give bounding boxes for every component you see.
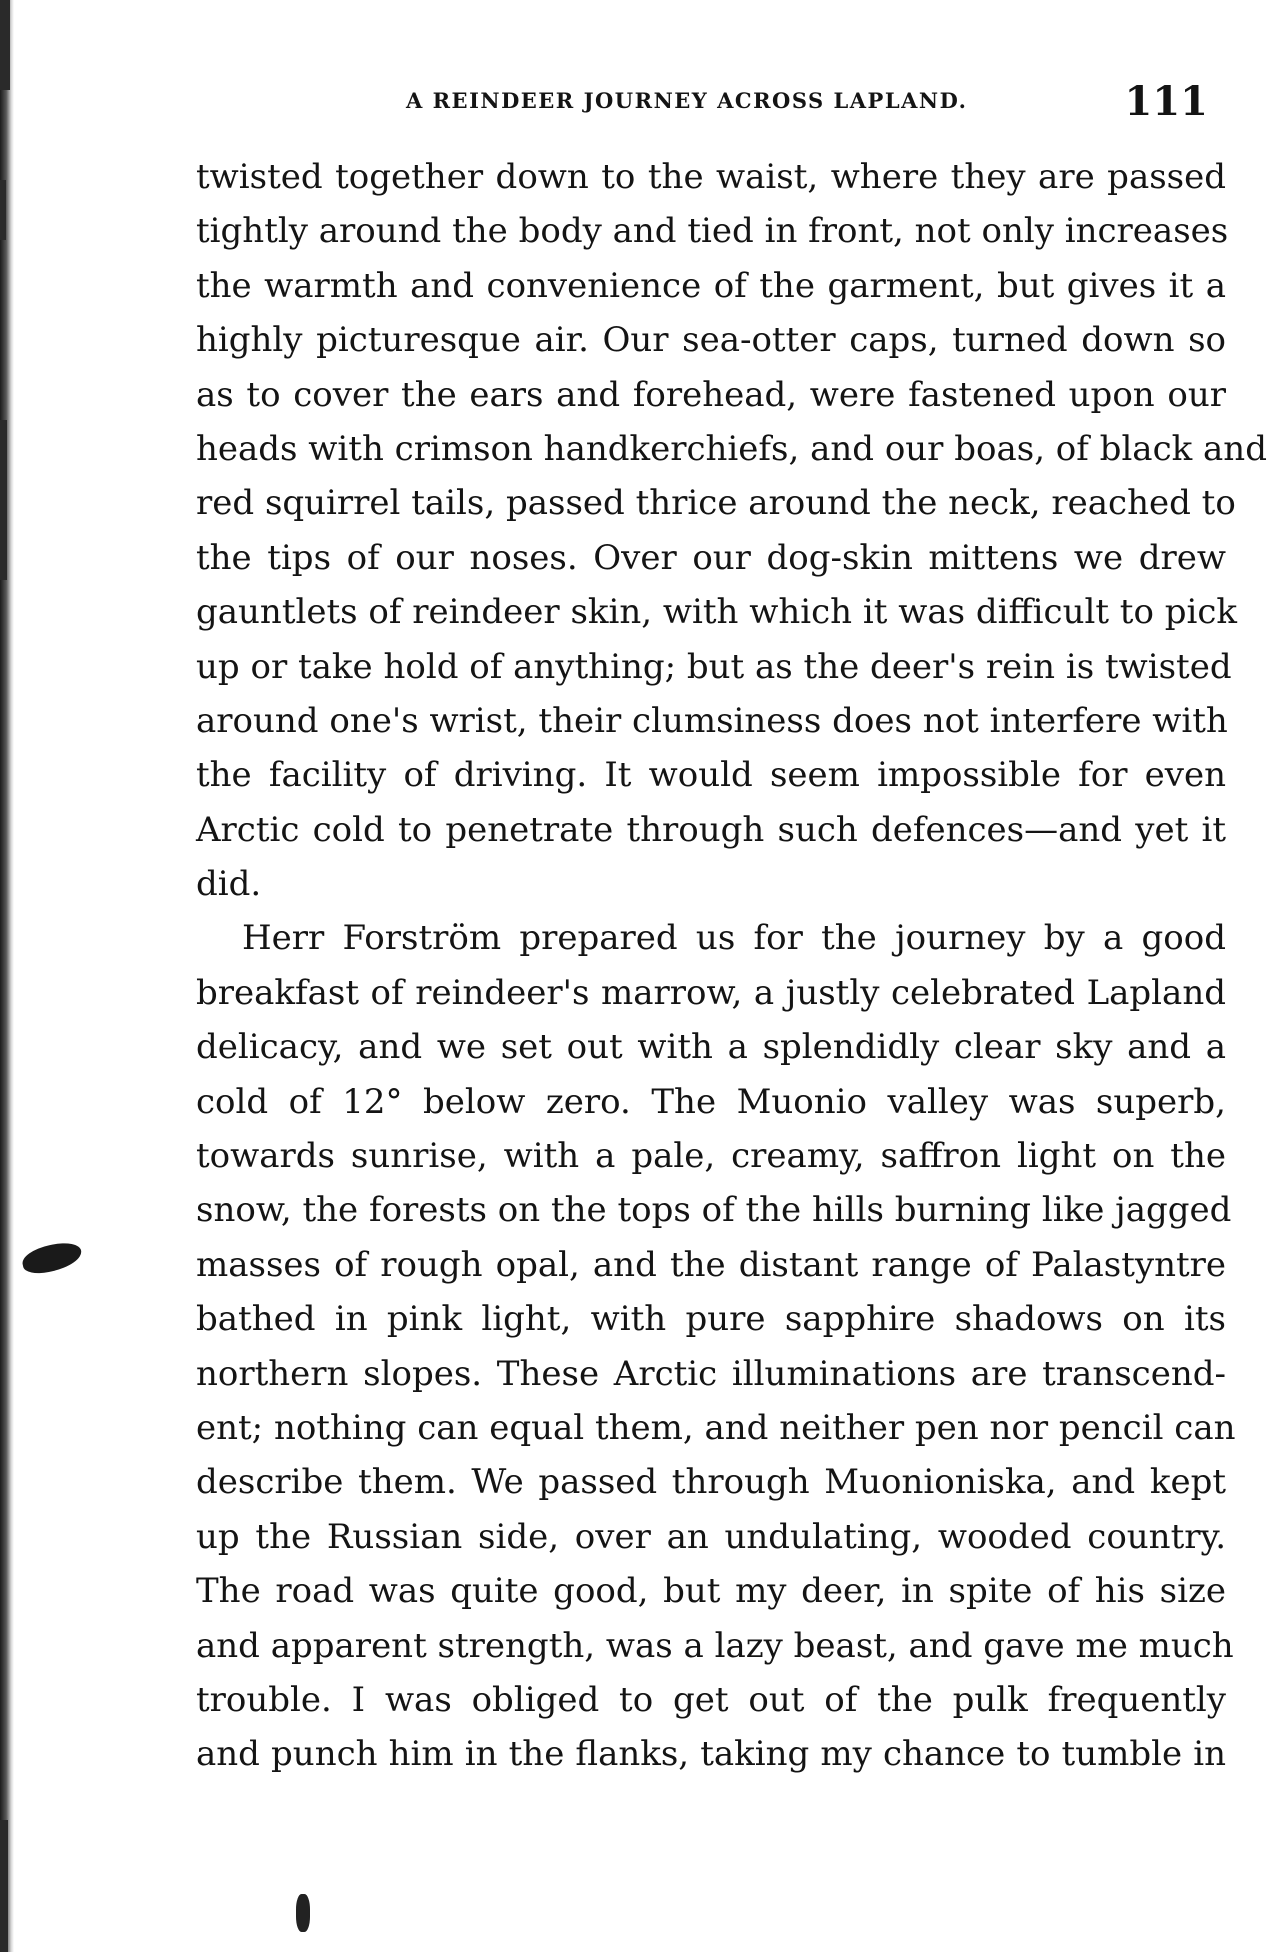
text-line: up or take hold of anything; but as the deer's rein is twisted (196, 646, 1232, 687)
text-line: trouble. I was obliged to get out of the pulk frequently (196, 1679, 1226, 1720)
text-line: twisted together down to the waist, where they are passed (196, 157, 1226, 197)
text-line: breakfast of reindeer's marrow, a justly celebrated Lapland (196, 972, 1226, 1013)
body-text (196, 150, 1267, 1782)
text-line: red squirrel tails, passed thrice around the neck, reached to (196, 483, 1236, 524)
binding-mark (0, 420, 7, 580)
page-header (196, 78, 1226, 132)
text-line: The road was quite good, but my deer, in spite of his size (196, 1571, 1226, 1612)
text-line: heads with crimson handkerchiefs, and our boas, of black and (196, 428, 1267, 469)
text-line: the tips of our noses. Over our dog-skin mittens we drew (196, 537, 1226, 578)
running-title: A REINDEER JOURNEY ACROSS LAPLAND. (406, 88, 968, 113)
page-edge-shadow (0, 0, 14, 1952)
ink-smudge (20, 1239, 84, 1277)
text-line: ent; nothing can equal them, and neither pen nor pencil can (196, 1407, 1236, 1448)
text-line: highly picturesque air. Our sea-otter caps, turned down so (196, 320, 1226, 361)
text-line: around one's wrist, their clumsiness does not interfere with (196, 700, 1228, 741)
text-line: masses of rough opal, and the distant range of Palastyntre (196, 1244, 1226, 1285)
text-line: Arctic cold to penetrate through such defences—and yet it (196, 809, 1226, 850)
text-line: and apparent strength, was a lazy beast, and gave me much (196, 1625, 1234, 1666)
paragraph-1 (196, 150, 1267, 911)
binding-mark (0, 1820, 8, 1952)
text-line: describe them. We passed through Muonioniska, and kept (196, 1462, 1226, 1503)
text-line: tightly around the body and tied in front, not only increases (196, 211, 1229, 252)
text-line: did. (196, 864, 262, 905)
text-line: northern slopes. These Arctic illuminations are transcend- (196, 1353, 1226, 1394)
text-line: gauntlets of reindeer skin, with which it was difficult to pick (196, 592, 1238, 633)
text-line: and punch him in the flanks, taking my chance to tumble in (196, 1734, 1226, 1775)
text-line: up the Russian side, over an undulating, wooded country. (196, 1516, 1226, 1557)
text-line: the facility of driving. It would seem impossible for even (196, 755, 1226, 796)
text-line: snow, the forests on the tops of the hills burning like jagged (196, 1190, 1232, 1231)
text-line: as to cover the ears and forehead, were fastened upon our (196, 374, 1226, 415)
binding-mark (0, 0, 10, 90)
text-line: the warmth and convenience of the garment, but gives it a (196, 265, 1226, 306)
text-line: cold of 12° below zero. The Muonio valley was superb, (196, 1081, 1226, 1122)
page-number: 111 (1124, 78, 1208, 125)
text-line: bathed in pink light, with pure sapphire shadows on its (196, 1299, 1226, 1340)
paragraph-2 (196, 911, 1236, 1781)
ink-speck (296, 1894, 310, 1932)
text-line: delicacy, and we set out with a splendidly clear sky and a (196, 1027, 1226, 1068)
text-line: Herr Forström prepared us for the journey by a good (242, 918, 1226, 959)
text-line: towards sunrise, with a pale, creamy, saffron light on the (196, 1136, 1226, 1177)
binding-mark (0, 180, 6, 240)
